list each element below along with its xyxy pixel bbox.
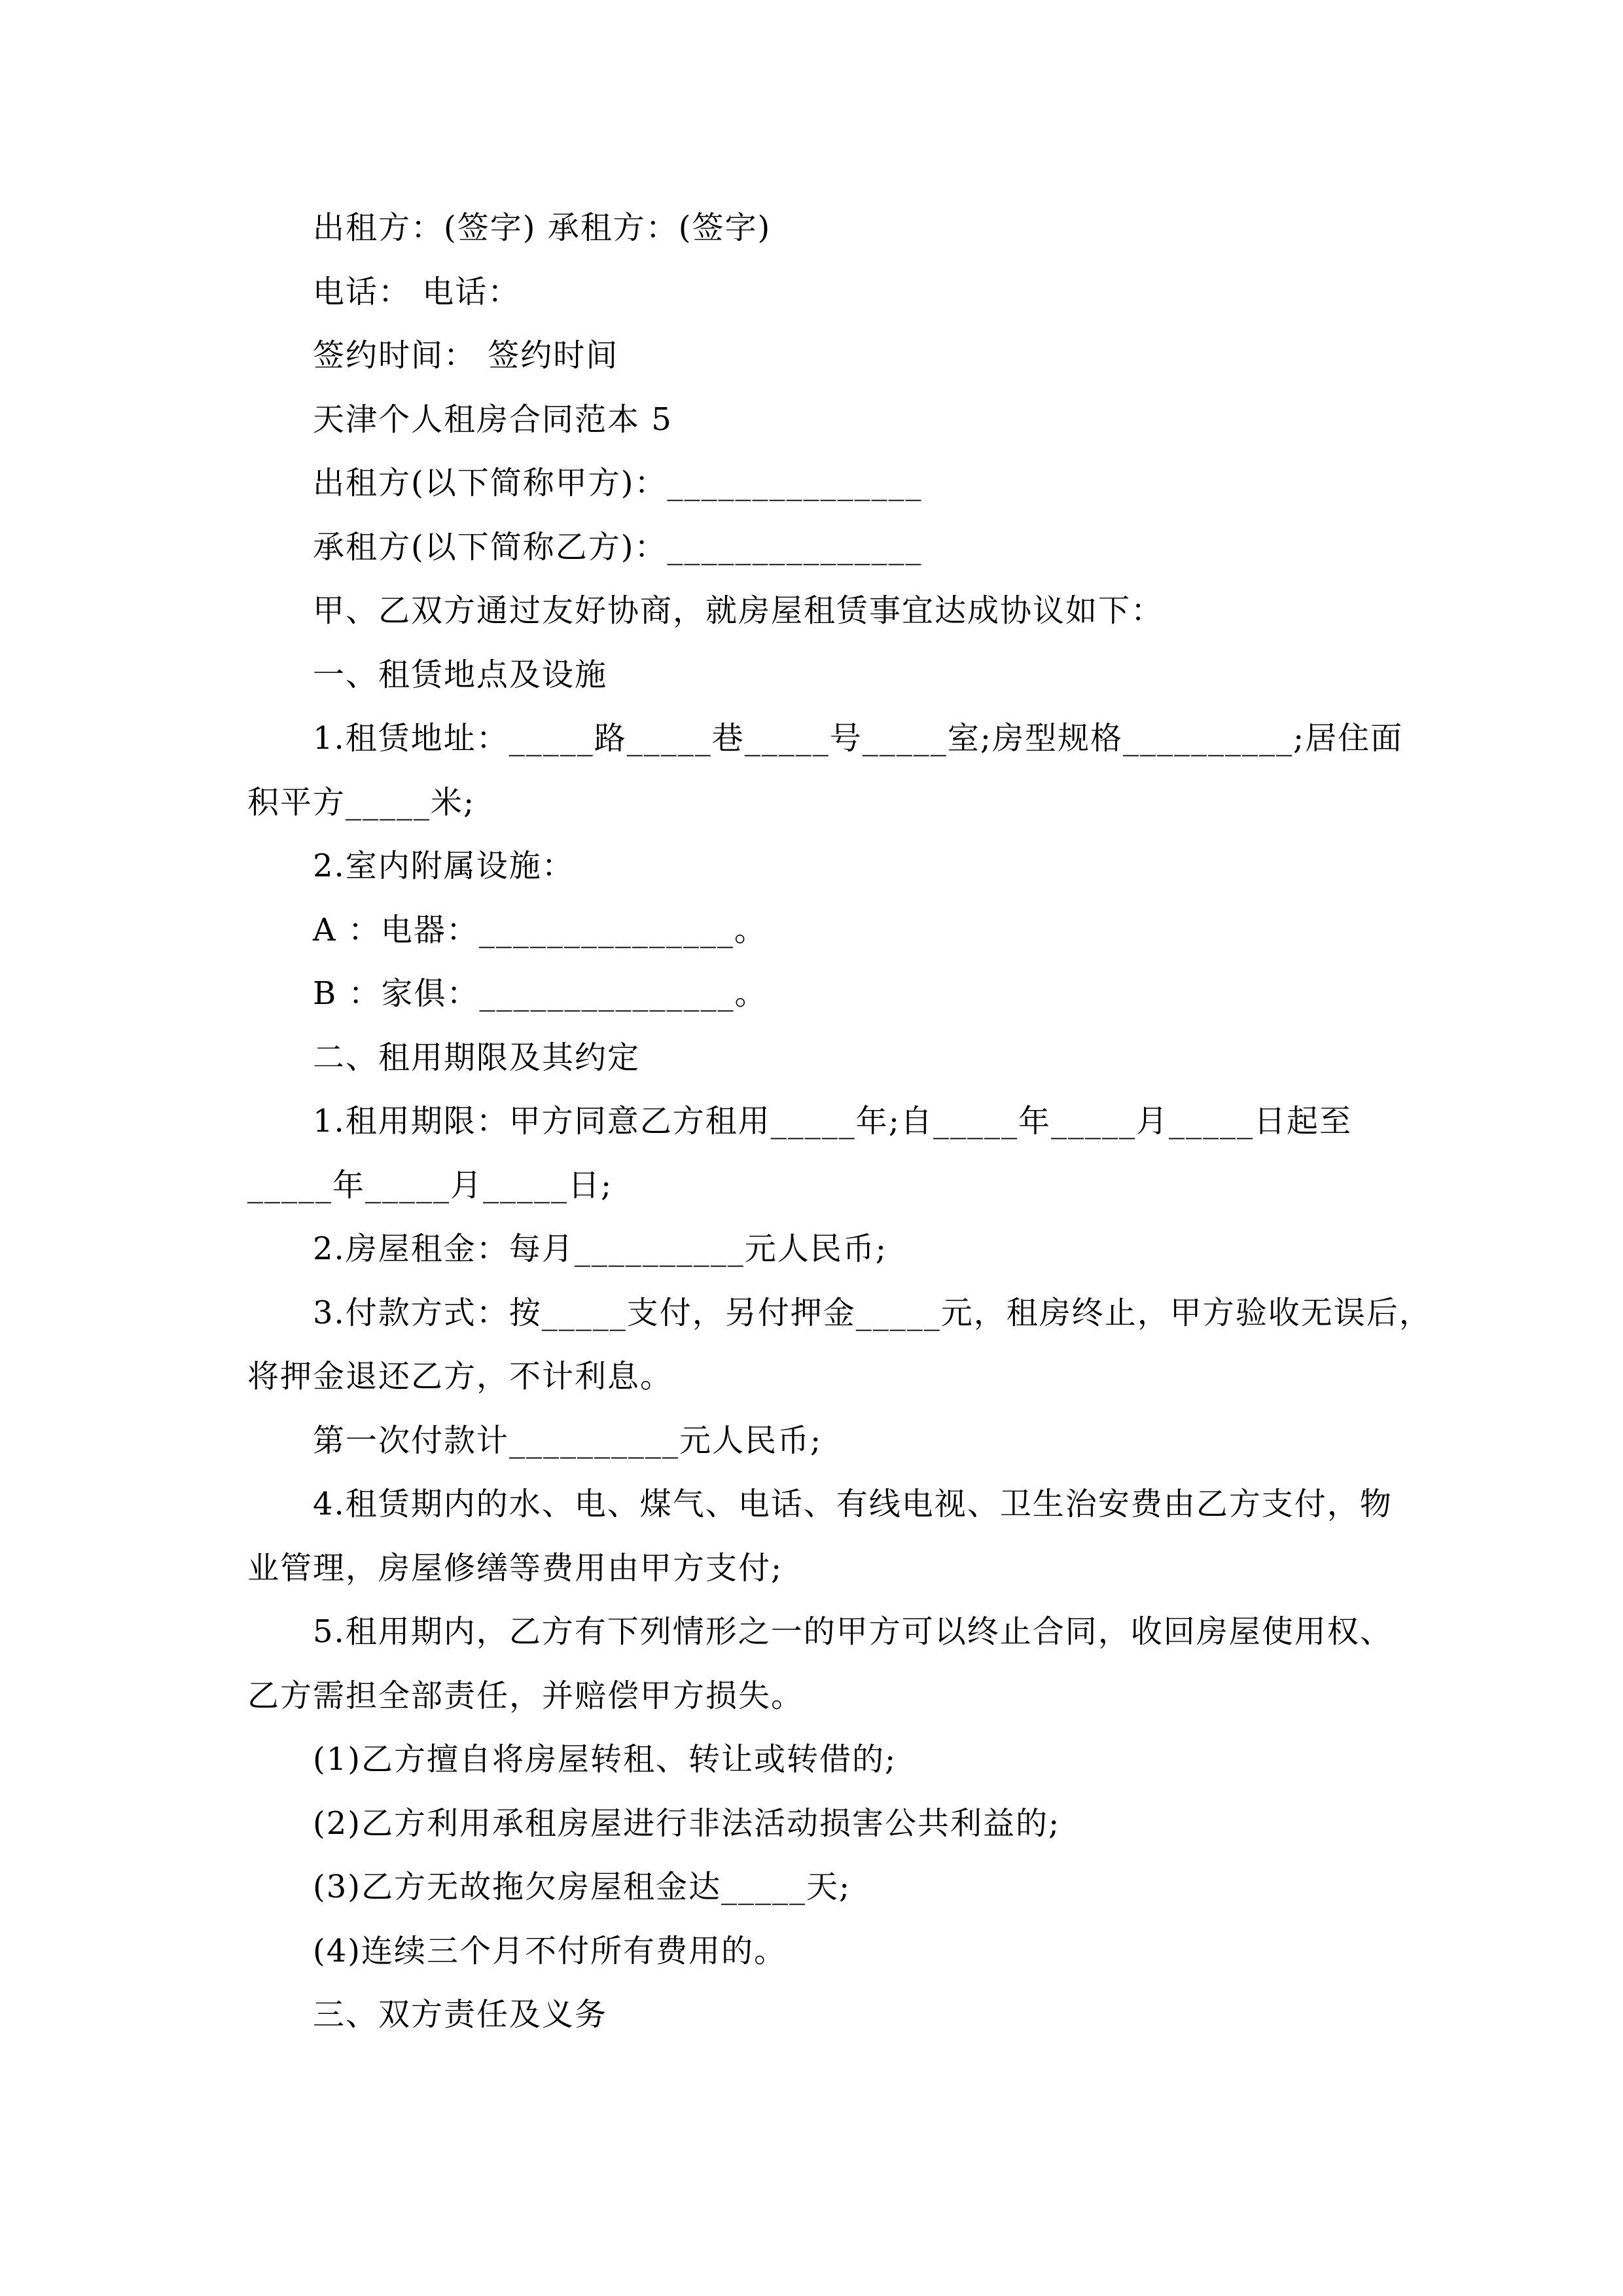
text-line: (1)乙方擅自将房屋转租、转让或转借的; [313, 1741, 897, 1778]
text-line: 甲、乙双方通过友好协商，就房屋租赁事宜达成协议如下： [313, 592, 1164, 629]
text-line: 积平方_____米; [247, 784, 476, 821]
text-line: 签约时间： 签约时间 [313, 337, 619, 374]
text-line: A ：电器：_______________。 [313, 912, 767, 948]
text-line: _____年_____月_____日; [247, 1167, 613, 1204]
text-line: 第一次付款计__________元人民币; [313, 1422, 823, 1459]
section-heading: 三、双方责任及义务 [313, 1996, 608, 2033]
text-line: (4)连续三个月不付所有费用的。 [313, 1933, 787, 1969]
section-heading: 一、租赁地点及设施 [313, 656, 608, 693]
text-line: 业管理，房屋修缮等费用由甲方支付; [247, 1550, 783, 1587]
text-line: 2.房屋租金：每月__________元人民币; [313, 1230, 887, 1267]
text-line: 电话： 电话： [313, 274, 521, 310]
text-line: 出租方：(签字) 承租方：(签字) [313, 209, 772, 246]
text-line: 乙方需担全部责任，并赔偿甲方损失。 [247, 1677, 804, 1714]
text-line: (2)乙方利用承租房屋进行非法活动损害公共利益的; [313, 1805, 1061, 1842]
text-line: 5.租用期内，乙方有下列情形之一的甲方可以终止合同，收回房屋使用权、 [313, 1613, 1393, 1650]
text-line: B ：家俱：_______________。 [313, 975, 768, 1012]
text-line: 承租方(以下简称乙方)：_______________ [313, 529, 923, 565]
document-subtitle: 天津个人租房合同范本 5 [313, 401, 673, 438]
text-line: 出租方(以下简称甲方)：_______________ [313, 465, 923, 501]
section-heading: 二、租用期限及其约定 [313, 1039, 641, 1076]
text-line: 4.租赁期内的水、电、煤气、电话、有线电视、卫生治安费由乙方支付，物 [313, 1486, 1393, 1522]
text-line: 将押金退还乙方，不计利息。 [247, 1358, 673, 1395]
text-line: (3)乙方无故拖欠房屋租金达_____天; [313, 1869, 851, 1905]
text-line: 1.租赁地址：_____路_____巷_____号_____室;房型规格__________;居住面 [313, 720, 1404, 757]
text-line: 2.室内附属设施： [313, 848, 575, 884]
text-line: 1.租用期限：甲方同意乙方租用_____年;自_____年_____月_____日起至 [313, 1103, 1352, 1139]
text-line: 3.付款方式：按_____支付，另付押金_____元，租房终止，甲方验收无误后， [313, 1295, 1432, 1331]
